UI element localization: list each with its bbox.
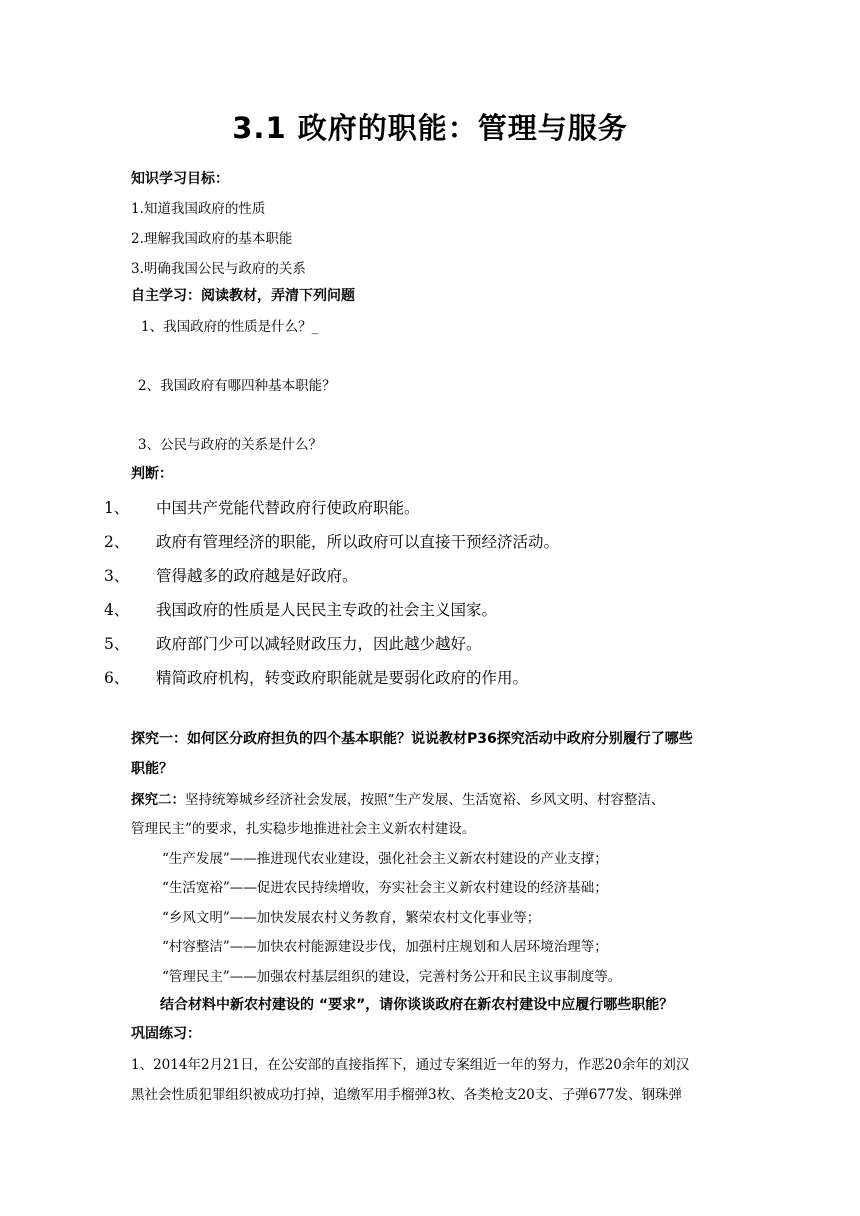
judge-item-text: 政府部门少可以减轻财政压力，因此越少越好。 [156, 635, 482, 653]
objective-item: 3.明确我国公民与政府的关系 [131, 261, 306, 277]
practice-text: 黑社会性质犯罪组织被成功打掉，追缴军用手榴弹3枚、各类枪支20支、子弹677发、钢珠弹 [131, 1087, 683, 1103]
explore-two-question: 结合材料中新农村建设的 “要求”，请你谈谈政府在新农村建设中应履行哪些职能？ [160, 997, 674, 1013]
practice-heading: 巩固练习： [131, 1026, 201, 1042]
explore-two-item: “乡风文明”——加快发展农村义务教育，繁荣农村文化事业等； [162, 910, 541, 926]
self-study-question: 3、公民与政府的关系是什么？ [138, 437, 323, 453]
explore-one-line: 探究一：如何区分政府担负的四个基本职能？说说教材P36探究活动中政府分别履行了哪些 [131, 731, 693, 747]
explore-two-item: “生产发展”——推进现代农业建设，强化社会主义新农村建设的产业支撑； [162, 851, 608, 867]
judge-item-text: 精简政府机构，转变政府职能就是要弱化政府的作用。 [156, 669, 529, 687]
objective-item: 1.知道我国政府的性质 [131, 201, 266, 217]
explore-two-text: 管理民主”的要求，扎实稳步地推进社会主义新农村建设。 [131, 821, 476, 837]
judge-item [104, 632, 804, 654]
judge-heading: 判断： [131, 466, 173, 482]
self-study-heading: 自主学习：阅读教材，弄清下列问题 [131, 288, 355, 304]
judge-item-number: 6、 [104, 669, 130, 687]
explore-two-text: 坚持统筹城乡经济社会发展，按照“生产发展、生活宽裕、乡风文明、村容整洁、 [185, 792, 665, 808]
judge-item [104, 564, 804, 586]
judge-item-number: 5、 [104, 635, 130, 653]
practice-text: 1、2014年2月21日，在公安部的直接指挥下，通过专案组近一年的努力，作恶20余年的刘汉 [131, 1057, 690, 1073]
judge-item-number: 1、 [104, 499, 130, 517]
judge-item-number: 3、 [104, 567, 130, 585]
self-study-question: 1、我国政府的性质是什么？_ [141, 319, 319, 335]
explore-two-item: “村容整洁”——加快农村能源建设步伐，加强村庄规划和人居环境治理等； [162, 939, 608, 955]
judge-item [104, 496, 804, 518]
self-study-question: 2、我国政府有哪四种基本职能？ [138, 378, 336, 394]
objectives-heading: 知识学习目标： [131, 171, 229, 187]
judge-item-number: 4、 [104, 601, 130, 619]
judge-item-text: 管得越多的政府越是好政府。 [156, 567, 358, 585]
judge-item-text: 政府有管理经济的职能，所以政府可以直接干预经济活动。 [156, 533, 560, 551]
explore-two-item: “生活宽裕”——促进农民持续增收，夯实社会主义新农村建设的经济基础； [162, 880, 608, 896]
judge-item-text: 中国共产党能代替政府行使政府职能。 [156, 499, 420, 517]
judge-item [104, 598, 804, 620]
explore-one-line: 职能？ [131, 761, 173, 777]
explore-two-label: 探究二： [131, 792, 185, 808]
judge-item-number: 2、 [104, 533, 130, 551]
judge-item [104, 666, 804, 688]
explore-two-intro [131, 788, 664, 808]
objective-item: 2.理解我国政府的基本职能 [131, 231, 293, 247]
judge-item [104, 530, 804, 552]
page-title: 3.1 政府的职能：管理与服务 [232, 111, 628, 145]
judge-item-text: 我国政府的性质是人民民主专政的社会主义国家。 [156, 601, 498, 619]
explore-two-item: “管理民主”——加强农村基层组织的建设，完善村务公开和民主议事制度等。 [162, 969, 622, 985]
